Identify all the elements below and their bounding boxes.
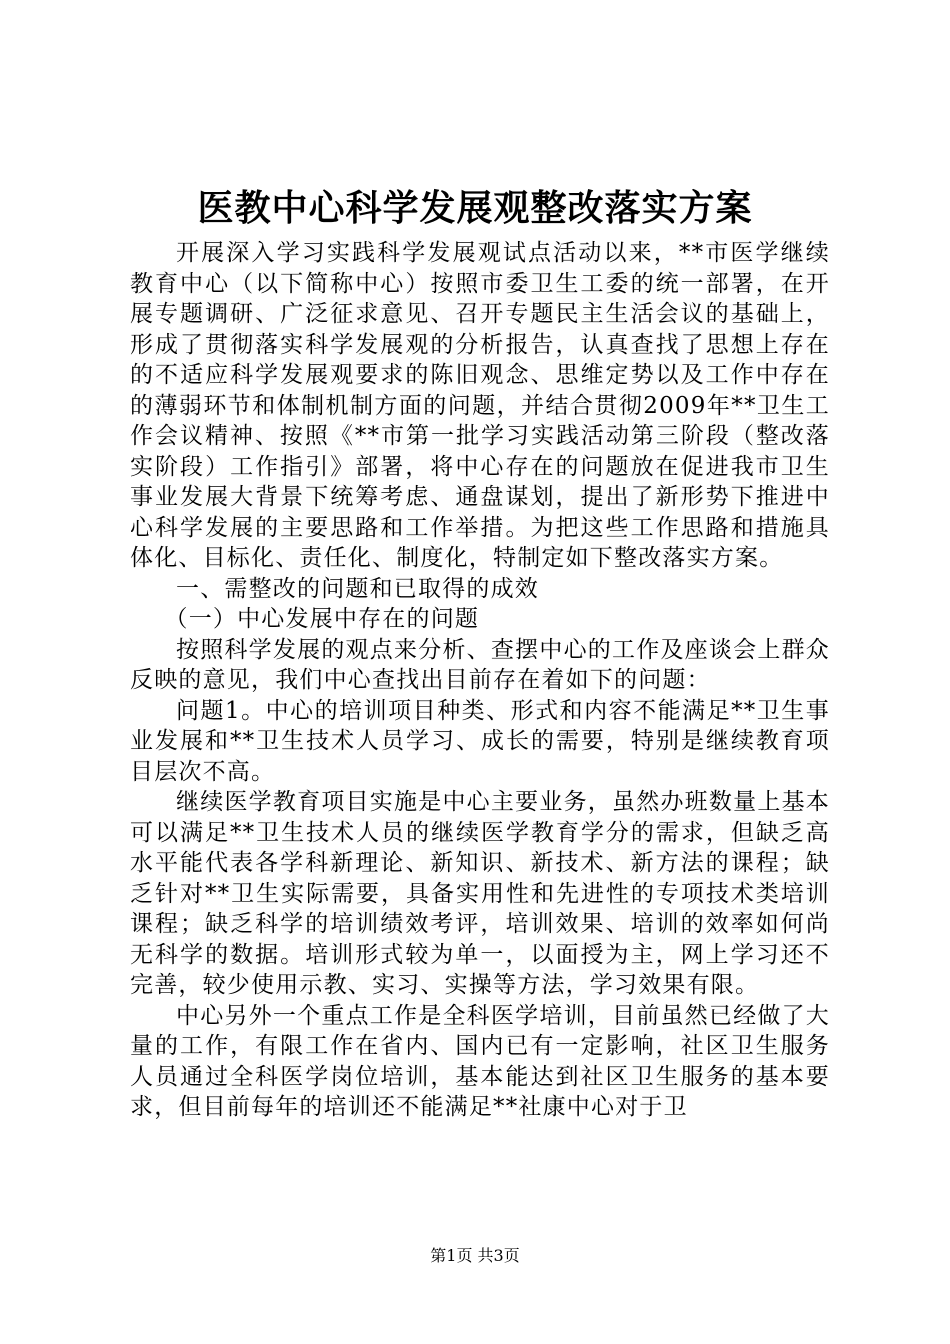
sub-heading: （一）中心发展中存在的问题 [164,606,480,632]
page-footer: 第1页 共3页 [430,1246,520,1265]
body-paragraph: 按照科学发展的观点来分析、查摆中心的工作及座谈会上群众反映的意见，我们中心查找出目前存在着如下的问题： [130,636,830,693]
body-paragraph: 继续医学教育项目实施是中心主要业务，虽然办班数量上基本可以满足**卫生技术人员的继续医学教育学分的需求，但缺乏高水平能代表各学科新理论、新知识、新技术、新方法的课程；缺乏针对**卫生实际需要，具备实用性和先进性的专项技术类培训课程；缺乏科学的培训绩效考评，培训效果、培训的效率如何尚无科学的数据。培训形式较为单一，以面授为主，网上学习还不完善，较少使用示教、实习、实操等方法，学习效果有限。 [130,789,830,998]
section-heading: 一、需整改的问题和已取得的成效 [176,575,539,602]
problem-1-paragraph: 问题1。中心的培训项目种类、形式和内容不能满足**卫生事业发展和**卫生技术人员学习、成长的需要，特别是继续教育项目层次不高。 [130,697,830,785]
document-title: 医教中心科学发展观整改落实方案 [197,187,753,229]
document-body [130,238,830,1123]
intro-paragraph: 开展深入学习实践科学发展观试点活动以来，**市医学继续教育中心（以下简称中心）按照市委卫生工委的统一部署，在开展专题调研、广泛征求意见、召开专题民主生活会议的基础上，形成了贯彻落实科学发展观的分析报告，认真查找了思想上存在的不适应科学发展观要求的陈旧观念、思维定势以及工作中存在的薄弱环节和体制机制方面的问题，并结合贯彻2009年**卫生工作会议精神、按照《**市第一批学习实践活动第三阶段（整改落实阶段）工作指引》部署，将中心存在的问题放在促进我市卫生事业发展大背景下统筹考虑、通盘谋划，提出了新形势下推进中心科学发展的主要思路和工作举措。为把这些工作思路和措施具体化、目标化、责任化、制度化，特制定如下整改落实方案。 [130,240,830,571]
body-paragraph: 中心另外一个重点工作是全科医学培训，目前虽然已经做了大量的工作，有限工作在省内、国内已有一定影响，社区卫生服务人员通过全科医学岗位培训，基本能达到社区卫生服务的基本要求，但目前每年的培训还不能满足**社康中心对于卫 [130,1002,830,1120]
